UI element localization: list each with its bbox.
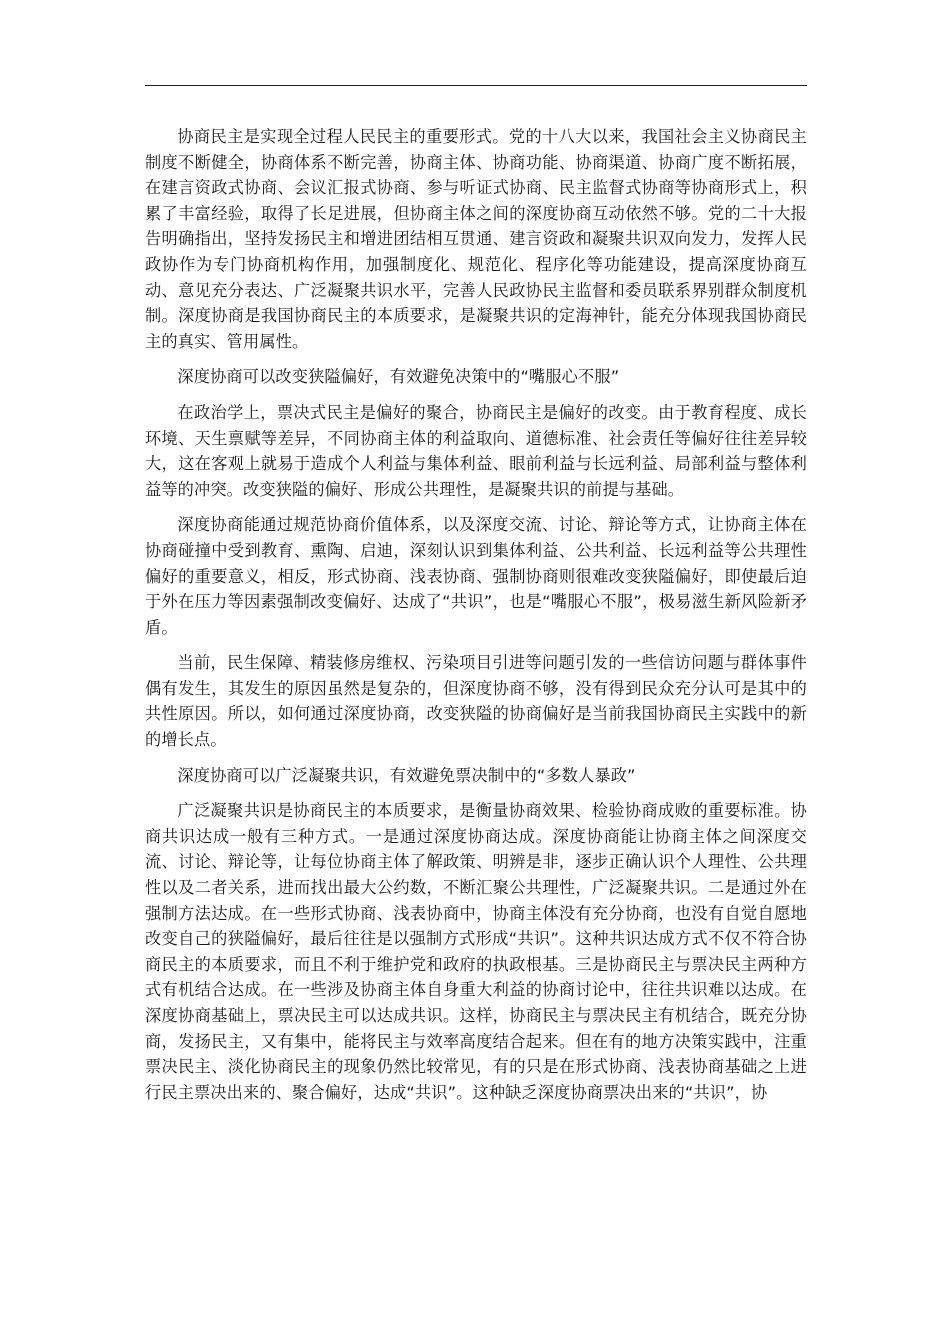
body-paragraph: 在政治学上，票决式民主是偏好的聚合，协商民主是偏好的改变。由于教育程度、成长环境、天生禀赋等差异，不同协商主体的利益取向、道德标准、社会责任等偏好往往差异较大，这在客观上就易于造成个人利益与集体利益、眼前利益与长远利益、局部利益与整体利益等的冲突。改变狭隘的偏好、形成公共理性，是凝聚共识的前提与基础。 (145, 402, 807, 499)
body-paragraph: 广泛凝聚共识是协商民主的本质要求，是衡量协商效果、检验协商成败的重要标准。协商共识达成一般有三种方式。一是通过深度协商达成。深度协商能让协商主体之间深度交流、讨论、辩论等，让每位协商主体了解政策、明辨是非，逐步正确认识个人理性、公共理性以及二者关系，进而找出最大公约数，不断汇聚公共理性，广泛凝聚共识。二是通过外在强制方法达成。在一些形式协商、浅表协商中，协商主体没有充分协商，也没有自觉自愿地改变自己的狭隘偏好，最后往往是以强制方式形成“共识”。这种共识达成方式不仅不符合协商民主的本质要求，而且不利于维护党和政府的执政根基。三是协商民主与票决民主两种方式有机结合达成。在一些涉及协商主体自身重大利益的协商讨论中，往往共识难以达成。在深度协商基础上，票决民主可以达成共识。这样，协商民主与票决民主有机结合，既充分协商，发扬民主，又有集中，能将民主与效率高度结合起来。但在有的地方决策实践中，注重票决民主、淡化协商民主的现象仍然比较常见，有的只是在形式协商、浅表协商基础之上进行民主票决出来的、聚合偏好，达成“共识”。这种缺乏深度协商票决出来的“共识”，协 (145, 801, 807, 1102)
section-heading-2: 深度协商可以广泛凝聚共识，有效避免票决制中的“多数人暴政” (177, 765, 636, 785)
article-body (145, 124, 807, 1115)
top-divider (145, 85, 807, 86)
body-paragraph: 深度协商能通过规范协商价值体系，以及深度交流、讨论、辩论等方式，让协商主体在协商碰撞中受到教育、熏陶、启迪，深刻认识到集体利益、公共利益、长远利益等公共理性偏好的重要意义，相反，形式协商、浅表协商、强制协商则很难改变狭隘偏好，即使最后迫于外在压力等因素强制改变偏好、达成了“共识”，也是“嘴服心不服”，极易滋生新风险新矛盾。 (145, 515, 807, 637)
section-heading-1: 深度协商可以改变狭隘偏好，有效避免决策中的“嘴服心不服” (177, 367, 620, 387)
body-paragraph: 当前，民生保障、精装修房维权、污染项目引进等问题引发的一些信访问题与群体事件偶有发生，其发生的原因虽然是复杂的，但深度协商不够，没有得到民众充分认可是其中的共性原因。所以，如何通过深度协商，改变狭隘的协商偏好是当前我国协商民主实践中的新的增长点。 (145, 653, 807, 750)
intro-paragraph: 协商民主是实现全过程人民民主的重要形式。党的十八大以来，我国社会主义协商民主制度不断健全，协商体系不断完善，协商主体、协商功能、协商渠道、协商广度不断拓展，在建言资政式协商、会议汇报式协商、参与听证式协商、民主监督式协商等协商形式上，积累了丰富经验，取得了长足进展，但协商主体之间的深度协商互动依然不够。党的二十大报告明确指出，坚持发扬民主和增进团结相互贯通、建言资政和凝聚共识双向发力，发挥人民政协作为专门协商机构作用，加强制度化、规范化、程序化等功能建设，提高深度协商互动、意见充分表达、广泛凝聚共识水平，完善人民政协民主监督和委员联系界别群众制度机制。深度协商是我国协商民主的本质要求，是凝聚共识的定海神针，能充分体现我国协商民主的真实、管用属性。 (145, 127, 807, 351)
